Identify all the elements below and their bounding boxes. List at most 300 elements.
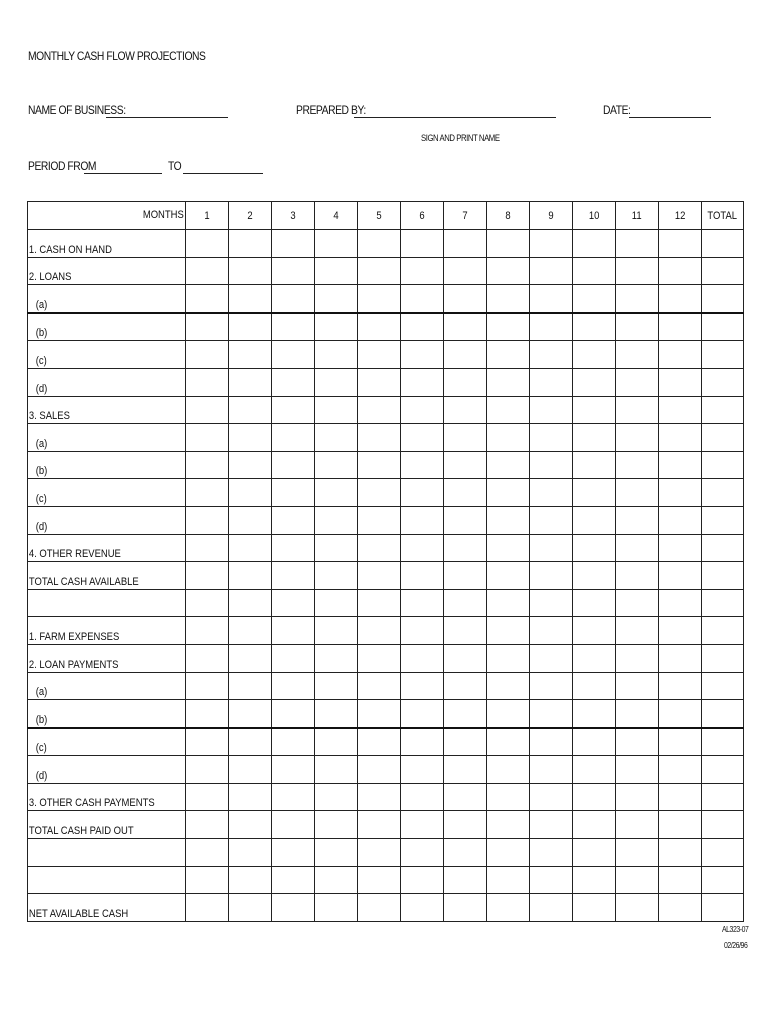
entry-cell[interactable] (315, 644, 358, 672)
entry-cell[interactable] (186, 424, 229, 452)
entry-cell[interactable] (229, 313, 272, 341)
entry-cell[interactable] (573, 341, 616, 369)
entry-cell[interactable] (702, 783, 744, 811)
entry-cell[interactable] (358, 839, 401, 867)
entry-cell[interactable] (444, 368, 487, 396)
entry-cell[interactable] (444, 644, 487, 672)
entry-cell[interactable] (659, 285, 702, 313)
entry-cell[interactable] (358, 589, 401, 617)
entry-cell[interactable] (401, 562, 444, 590)
entry-cell[interactable] (272, 424, 315, 452)
entry-cell[interactable] (444, 313, 487, 341)
entry-cell[interactable] (401, 756, 444, 784)
entry-cell[interactable] (358, 424, 401, 452)
entry-cell[interactable] (186, 285, 229, 313)
entry-cell[interactable] (272, 866, 315, 894)
entry-cell[interactable] (659, 313, 702, 341)
entry-cell[interactable] (573, 424, 616, 452)
entry-cell[interactable] (315, 257, 358, 285)
entry-cell[interactable] (659, 894, 702, 922)
entry-cell[interactable] (659, 230, 702, 258)
entry-cell[interactable] (573, 866, 616, 894)
entry-cell[interactable] (401, 700, 444, 728)
entry-cell[interactable] (573, 368, 616, 396)
entry-cell[interactable] (659, 506, 702, 534)
entry-cell[interactable] (702, 506, 744, 534)
entry-cell[interactable] (358, 368, 401, 396)
entry-cell[interactable] (487, 424, 530, 452)
entry-cell[interactable] (616, 839, 659, 867)
entry-cell[interactable] (702, 534, 744, 562)
entry-cell[interactable] (573, 894, 616, 922)
entry-cell[interactable] (573, 562, 616, 590)
entry-cell[interactable] (315, 783, 358, 811)
entry-cell[interactable] (530, 756, 573, 784)
entry-cell[interactable] (530, 368, 573, 396)
entry-cell[interactable] (401, 396, 444, 424)
entry-cell[interactable] (444, 700, 487, 728)
entry-cell[interactable] (315, 866, 358, 894)
period-to-field[interactable] (183, 173, 263, 174)
entry-cell[interactable] (186, 700, 229, 728)
entry-cell[interactable] (186, 589, 229, 617)
entry-cell[interactable] (186, 506, 229, 534)
entry-cell[interactable] (358, 700, 401, 728)
entry-cell[interactable] (702, 728, 744, 756)
entry-cell[interactable] (444, 894, 487, 922)
entry-cell[interactable] (315, 728, 358, 756)
entry-cell[interactable] (272, 257, 315, 285)
entry-cell[interactable] (616, 506, 659, 534)
entry-cell[interactable] (616, 783, 659, 811)
entry-cell[interactable] (573, 811, 616, 839)
entry-cell[interactable] (530, 562, 573, 590)
entry-cell[interactable] (616, 866, 659, 894)
entry-cell[interactable] (702, 424, 744, 452)
entry-cell[interactable] (573, 396, 616, 424)
entry-cell[interactable] (358, 811, 401, 839)
entry-cell[interactable] (315, 230, 358, 258)
entry-cell[interactable] (487, 285, 530, 313)
entry-cell[interactable] (702, 368, 744, 396)
entry-cell[interactable] (530, 534, 573, 562)
entry-cell[interactable] (530, 506, 573, 534)
entry-cell[interactable] (616, 811, 659, 839)
entry-cell[interactable] (229, 368, 272, 396)
entry-cell[interactable] (530, 230, 573, 258)
entry-cell[interactable] (358, 756, 401, 784)
entry-cell[interactable] (702, 230, 744, 258)
entry-cell[interactable] (444, 866, 487, 894)
entry-cell[interactable] (229, 672, 272, 700)
entry-cell[interactable] (229, 866, 272, 894)
entry-cell[interactable] (401, 728, 444, 756)
entry-cell[interactable] (229, 756, 272, 784)
entry-cell[interactable] (659, 728, 702, 756)
entry-cell[interactable] (487, 589, 530, 617)
entry-cell[interactable] (702, 396, 744, 424)
entry-cell[interactable] (487, 257, 530, 285)
entry-cell[interactable] (702, 894, 744, 922)
entry-cell[interactable] (444, 534, 487, 562)
entry-cell[interactable] (616, 257, 659, 285)
entry-cell[interactable] (272, 506, 315, 534)
entry-cell[interactable] (186, 479, 229, 507)
entry-cell[interactable] (358, 562, 401, 590)
entry-cell[interactable] (272, 728, 315, 756)
entry-cell[interactable] (186, 617, 229, 645)
entry-cell[interactable] (229, 617, 272, 645)
entry-cell[interactable] (272, 894, 315, 922)
entry-cell[interactable] (401, 313, 444, 341)
entry-cell[interactable] (186, 313, 229, 341)
entry-cell[interactable] (272, 368, 315, 396)
entry-cell[interactable] (444, 424, 487, 452)
entry-cell[interactable] (487, 672, 530, 700)
entry-cell[interactable] (616, 479, 659, 507)
entry-cell[interactable] (616, 644, 659, 672)
entry-cell[interactable] (530, 341, 573, 369)
entry-cell[interactable] (702, 700, 744, 728)
entry-cell[interactable] (315, 479, 358, 507)
entry-cell[interactable] (358, 783, 401, 811)
entry-cell[interactable] (272, 589, 315, 617)
entry-cell[interactable] (487, 396, 530, 424)
entry-cell[interactable] (358, 313, 401, 341)
entry-cell[interactable] (530, 728, 573, 756)
entry-cell[interactable] (401, 285, 444, 313)
entry-cell[interactable] (659, 424, 702, 452)
entry-cell[interactable] (358, 451, 401, 479)
entry-cell[interactable] (702, 589, 744, 617)
entry-cell[interactable] (616, 424, 659, 452)
entry-cell[interactable] (358, 728, 401, 756)
entry-cell[interactable] (573, 672, 616, 700)
entry-cell[interactable] (530, 313, 573, 341)
entry-cell[interactable] (573, 534, 616, 562)
entry-cell[interactable] (186, 783, 229, 811)
entry-cell[interactable] (315, 811, 358, 839)
entry-cell[interactable] (315, 589, 358, 617)
entry-cell[interactable] (530, 700, 573, 728)
period-from-field[interactable] (84, 173, 162, 174)
entry-cell[interactable] (272, 230, 315, 258)
entry-cell[interactable] (487, 313, 530, 341)
entry-cell[interactable] (487, 534, 530, 562)
entry-cell[interactable] (659, 756, 702, 784)
entry-cell[interactable] (702, 866, 744, 894)
entry-cell[interactable] (487, 700, 530, 728)
entry-cell[interactable] (358, 341, 401, 369)
entry-cell[interactable] (530, 451, 573, 479)
entry-cell[interactable] (229, 700, 272, 728)
entry-cell[interactable] (229, 257, 272, 285)
entry-cell[interactable] (487, 451, 530, 479)
entry-cell[interactable] (315, 424, 358, 452)
entry-cell[interactable] (315, 617, 358, 645)
entry-cell[interactable] (229, 589, 272, 617)
entry-cell[interactable] (444, 341, 487, 369)
entry-cell[interactable] (616, 396, 659, 424)
entry-cell[interactable] (702, 257, 744, 285)
entry-cell[interactable] (186, 341, 229, 369)
entry-cell[interactable] (530, 589, 573, 617)
entry-cell[interactable] (272, 313, 315, 341)
entry-cell[interactable] (401, 451, 444, 479)
entry-cell[interactable] (444, 783, 487, 811)
entry-cell[interactable] (573, 257, 616, 285)
entry-cell[interactable] (315, 672, 358, 700)
entry-cell[interactable] (444, 562, 487, 590)
entry-cell[interactable] (315, 396, 358, 424)
entry-cell[interactable] (659, 839, 702, 867)
entry-cell[interactable] (358, 534, 401, 562)
entry-cell[interactable] (272, 562, 315, 590)
entry-cell[interactable] (229, 479, 272, 507)
entry-cell[interactable] (358, 396, 401, 424)
entry-cell[interactable] (530, 257, 573, 285)
entry-cell[interactable] (186, 728, 229, 756)
entry-cell[interactable] (444, 479, 487, 507)
entry-cell[interactable] (487, 866, 530, 894)
entry-cell[interactable] (616, 894, 659, 922)
entry-cell[interactable] (659, 644, 702, 672)
entry-cell[interactable] (315, 756, 358, 784)
entry-cell[interactable] (315, 451, 358, 479)
entry-cell[interactable] (229, 285, 272, 313)
entry-cell[interactable] (401, 506, 444, 534)
prepared-by-field[interactable] (354, 117, 556, 118)
entry-cell[interactable] (401, 424, 444, 452)
entry-cell[interactable] (315, 894, 358, 922)
entry-cell[interactable] (444, 839, 487, 867)
entry-cell[interactable] (702, 341, 744, 369)
entry-cell[interactable] (401, 783, 444, 811)
entry-cell[interactable] (229, 451, 272, 479)
entry-cell[interactable] (659, 811, 702, 839)
entry-cell[interactable] (358, 617, 401, 645)
entry-cell[interactable] (487, 562, 530, 590)
entry-cell[interactable] (229, 534, 272, 562)
entry-cell[interactable] (530, 396, 573, 424)
entry-cell[interactable] (487, 506, 530, 534)
entry-cell[interactable] (358, 257, 401, 285)
entry-cell[interactable] (401, 644, 444, 672)
entry-cell[interactable] (616, 562, 659, 590)
entry-cell[interactable] (530, 617, 573, 645)
entry-cell[interactable] (358, 866, 401, 894)
entry-cell[interactable] (573, 839, 616, 867)
entry-cell[interactable] (487, 368, 530, 396)
entry-cell[interactable] (401, 866, 444, 894)
entry-cell[interactable] (444, 506, 487, 534)
entry-cell[interactable] (186, 644, 229, 672)
entry-cell[interactable] (659, 672, 702, 700)
entry-cell[interactable] (186, 257, 229, 285)
entry-cell[interactable] (444, 451, 487, 479)
entry-cell[interactable] (186, 866, 229, 894)
entry-cell[interactable] (272, 341, 315, 369)
entry-cell[interactable] (186, 451, 229, 479)
entry-cell[interactable] (229, 506, 272, 534)
entry-cell[interactable] (229, 728, 272, 756)
entry-cell[interactable] (401, 589, 444, 617)
entry-cell[interactable] (229, 562, 272, 590)
entry-cell[interactable] (272, 756, 315, 784)
entry-cell[interactable] (616, 728, 659, 756)
entry-cell[interactable] (444, 230, 487, 258)
entry-cell[interactable] (186, 396, 229, 424)
entry-cell[interactable] (272, 534, 315, 562)
entry-cell[interactable] (659, 341, 702, 369)
entry-cell[interactable] (444, 589, 487, 617)
entry-cell[interactable] (573, 756, 616, 784)
entry-cell[interactable] (702, 562, 744, 590)
entry-cell[interactable] (315, 368, 358, 396)
entry-cell[interactable] (530, 672, 573, 700)
entry-cell[interactable] (272, 285, 315, 313)
entry-cell[interactable] (229, 424, 272, 452)
entry-cell[interactable] (573, 617, 616, 645)
entry-cell[interactable] (315, 506, 358, 534)
entry-cell[interactable] (358, 644, 401, 672)
entry-cell[interactable] (444, 257, 487, 285)
entry-cell[interactable] (659, 257, 702, 285)
entry-cell[interactable] (186, 756, 229, 784)
entry-cell[interactable] (702, 756, 744, 784)
entry-cell[interactable] (358, 230, 401, 258)
entry-cell[interactable] (272, 839, 315, 867)
entry-cell[interactable] (659, 783, 702, 811)
entry-cell[interactable] (229, 230, 272, 258)
entry-cell[interactable] (616, 341, 659, 369)
entry-cell[interactable] (444, 672, 487, 700)
entry-cell[interactable] (487, 839, 530, 867)
entry-cell[interactable] (272, 700, 315, 728)
entry-cell[interactable] (702, 617, 744, 645)
entry-cell[interactable] (272, 396, 315, 424)
entry-cell[interactable] (186, 839, 229, 867)
entry-cell[interactable] (272, 672, 315, 700)
entry-cell[interactable] (487, 811, 530, 839)
entry-cell[interactable] (186, 368, 229, 396)
entry-cell[interactable] (186, 562, 229, 590)
entry-cell[interactable] (530, 285, 573, 313)
entry-cell[interactable] (659, 534, 702, 562)
entry-cell[interactable] (487, 894, 530, 922)
entry-cell[interactable] (401, 257, 444, 285)
entry-cell[interactable] (229, 811, 272, 839)
entry-cell[interactable] (186, 534, 229, 562)
entry-cell[interactable] (401, 368, 444, 396)
entry-cell[interactable] (573, 451, 616, 479)
entry-cell[interactable] (530, 424, 573, 452)
date-field[interactable] (629, 117, 711, 118)
entry-cell[interactable] (616, 285, 659, 313)
entry-cell[interactable] (229, 644, 272, 672)
entry-cell[interactable] (315, 562, 358, 590)
entry-cell[interactable] (659, 368, 702, 396)
entry-cell[interactable] (272, 783, 315, 811)
entry-cell[interactable] (315, 700, 358, 728)
entry-cell[interactable] (573, 479, 616, 507)
entry-cell[interactable] (573, 644, 616, 672)
entry-cell[interactable] (487, 728, 530, 756)
entry-cell[interactable] (315, 285, 358, 313)
entry-cell[interactable] (530, 839, 573, 867)
entry-cell[interactable] (702, 313, 744, 341)
entry-cell[interactable] (573, 783, 616, 811)
name-of-business-field[interactable] (106, 117, 228, 118)
entry-cell[interactable] (272, 617, 315, 645)
entry-cell[interactable] (487, 644, 530, 672)
entry-cell[interactable] (272, 451, 315, 479)
entry-cell[interactable] (315, 534, 358, 562)
entry-cell[interactable] (573, 700, 616, 728)
entry-cell[interactable] (444, 396, 487, 424)
entry-cell[interactable] (186, 672, 229, 700)
entry-cell[interactable] (358, 894, 401, 922)
entry-cell[interactable] (530, 783, 573, 811)
entry-cell[interactable] (186, 230, 229, 258)
entry-cell[interactable] (702, 644, 744, 672)
entry-cell[interactable] (616, 589, 659, 617)
entry-cell[interactable] (530, 479, 573, 507)
entry-cell[interactable] (401, 534, 444, 562)
entry-cell[interactable] (702, 285, 744, 313)
entry-cell[interactable] (530, 811, 573, 839)
entry-cell[interactable] (702, 672, 744, 700)
entry-cell[interactable] (229, 839, 272, 867)
entry-cell[interactable] (659, 617, 702, 645)
entry-cell[interactable] (573, 285, 616, 313)
entry-cell[interactable] (573, 506, 616, 534)
entry-cell[interactable] (401, 341, 444, 369)
entry-cell[interactable] (444, 728, 487, 756)
entry-cell[interactable] (401, 230, 444, 258)
entry-cell[interactable] (186, 894, 229, 922)
entry-cell[interactable] (358, 672, 401, 700)
entry-cell[interactable] (573, 589, 616, 617)
entry-cell[interactable] (659, 589, 702, 617)
entry-cell[interactable] (272, 811, 315, 839)
entry-cell[interactable] (487, 617, 530, 645)
entry-cell[interactable] (444, 285, 487, 313)
entry-cell[interactable] (702, 811, 744, 839)
entry-cell[interactable] (702, 839, 744, 867)
entry-cell[interactable] (573, 230, 616, 258)
entry-cell[interactable] (229, 783, 272, 811)
entry-cell[interactable] (616, 230, 659, 258)
entry-cell[interactable] (401, 672, 444, 700)
entry-cell[interactable] (444, 756, 487, 784)
entry-cell[interactable] (616, 617, 659, 645)
entry-cell[interactable] (315, 839, 358, 867)
entry-cell[interactable] (272, 644, 315, 672)
entry-cell[interactable] (186, 811, 229, 839)
entry-cell[interactable] (487, 783, 530, 811)
entry-cell[interactable] (358, 285, 401, 313)
entry-cell[interactable] (315, 341, 358, 369)
entry-cell[interactable] (616, 756, 659, 784)
entry-cell[interactable] (616, 672, 659, 700)
entry-cell[interactable] (659, 562, 702, 590)
entry-cell[interactable] (616, 534, 659, 562)
entry-cell[interactable] (616, 451, 659, 479)
entry-cell[interactable] (702, 451, 744, 479)
entry-cell[interactable] (573, 313, 616, 341)
entry-cell[interactable] (229, 894, 272, 922)
